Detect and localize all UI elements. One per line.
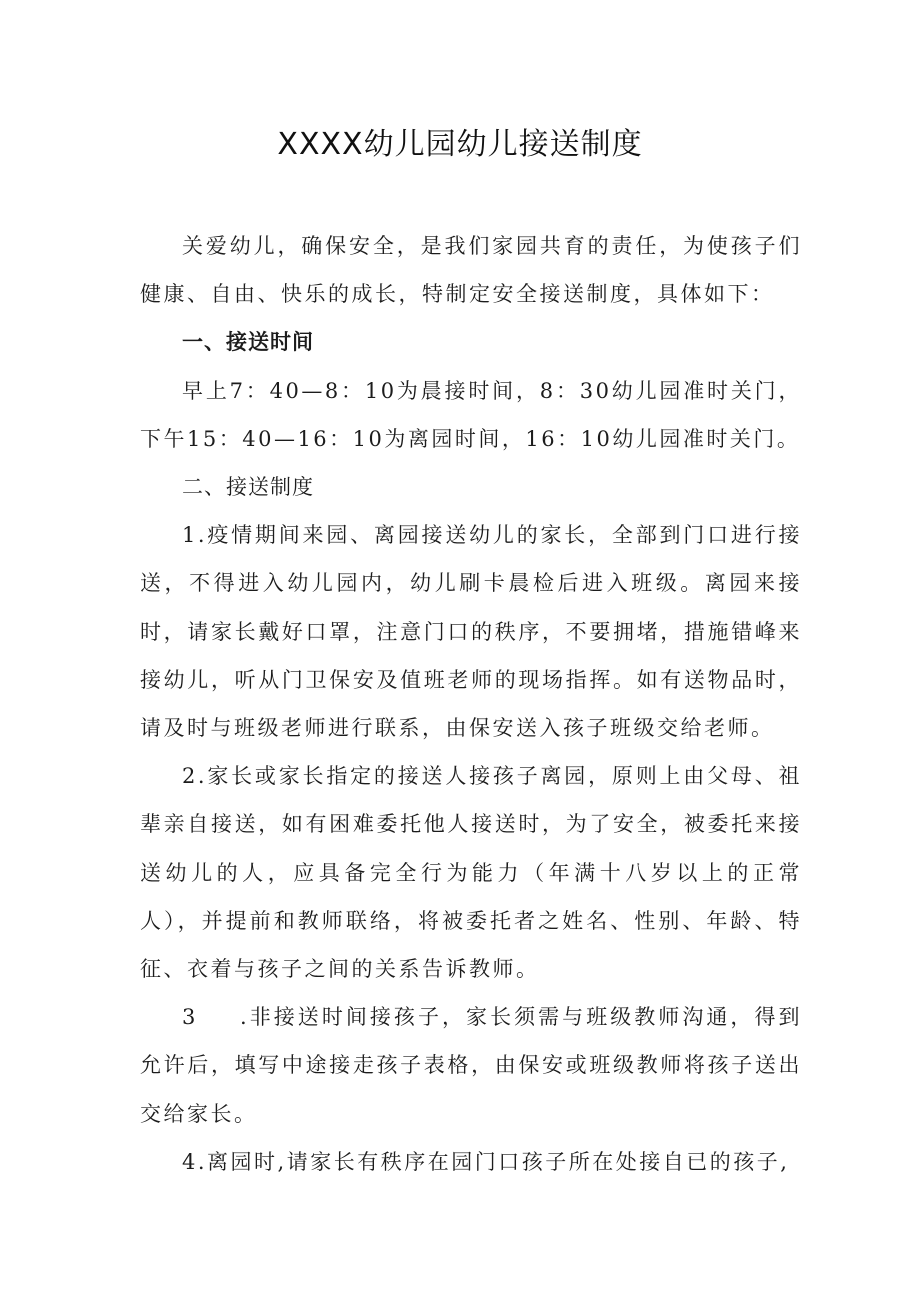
rule-item-3-number: 3 [182, 1005, 198, 1030]
intro-paragraph: 关爱幼儿，确保安全，是我们家园共育的责任，为使孩子们健康、自由、快乐的成长，特制定安全接送制度，具体如下： [140, 234, 802, 307]
rule-item-4: 4.离园时,请家长有秩序在园门口孩子所在处接自已的孩子, [182, 1149, 790, 1174]
rule-item-3 [140, 993, 802, 1138]
rule-item-2: 2.家长或家长指定的接送人接孩子离园，原则上由父母、祖辈亲自接送，如有困难委托他人接送时，为了安全，被委托来接送幼儿的人，应具备完全行为能力（年满十八岁以上的正常人），并提前和教师联络，将被委托者之姓名、性别、年龄、特征、衣着与孩子之间的关系告诉教师。 [140, 764, 802, 982]
rule-item-3-text: .非接送时间接孩子，家长须需与班级教师沟通，得到允许后，填写中途接走孩子表格，由保安或班级教师将孩子送出交给家长。 [140, 1005, 802, 1126]
rule-item-1: 1.疫情期间来园、离园接送幼儿的家长，全部到门口进行接送，不得进入幼儿园内，幼儿刷卡晨检后进入班级。离园来接时，请家长戴好口罩，注意门口的秩序，不要拥堵，措施错峰来接幼儿，听从门卫保安及值班老师的现场指挥。如有送物品时，请及时与班级老师进行联系，由保安送入孩子班级交给老师。 [140, 523, 802, 741]
document-body [140, 222, 802, 1186]
section-1-text: 早上7：40—8：10为晨接时间，8：30幼儿园准时关门，下午15：40—16：10为离园时间，16：10幼儿园准时关门。 [140, 378, 802, 451]
section-2-heading: 二、接送制度 [182, 475, 314, 500]
document-title: XXXX幼儿园幼儿接送制度 [277, 127, 643, 162]
section-1-heading: 一、接送时间 [182, 330, 314, 355]
